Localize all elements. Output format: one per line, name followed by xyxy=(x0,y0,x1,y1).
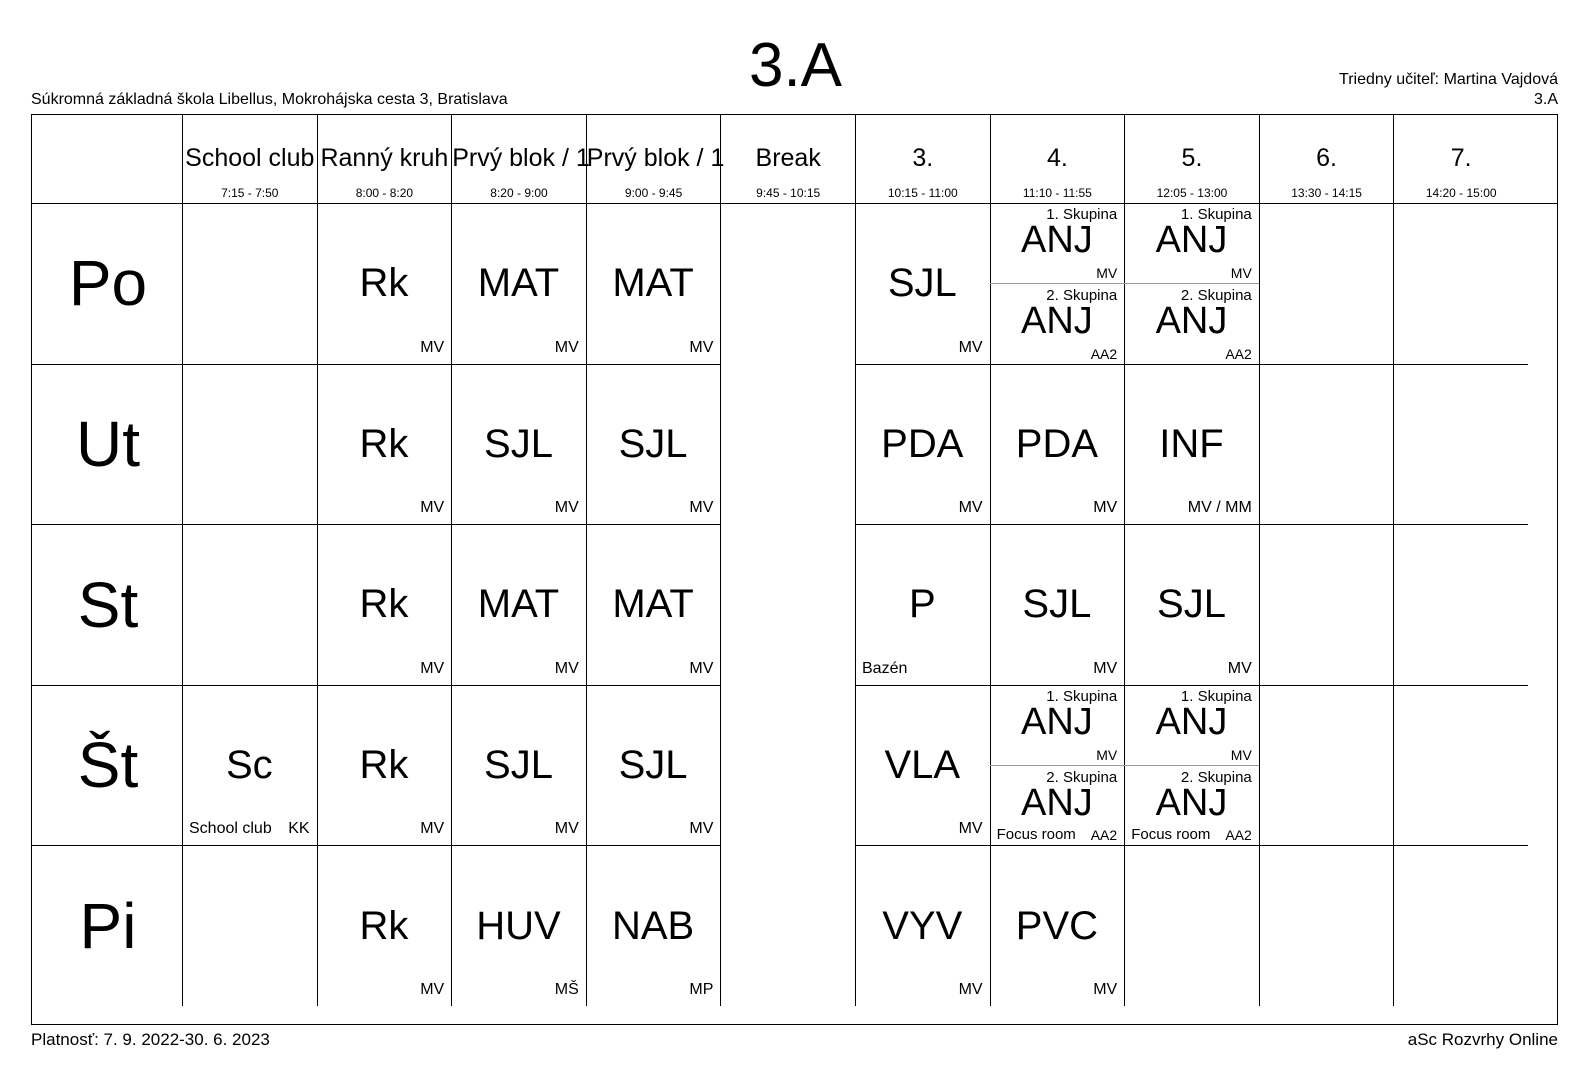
subject-abbr: SJL xyxy=(484,743,553,788)
subject-abbr: PDA xyxy=(1015,421,1099,466)
room-label: Bazén xyxy=(862,659,908,677)
validity-period: Platnosť: 7. 9. 2022-30. 6. 2023 xyxy=(31,1030,270,1049)
subject-abbr: HUV xyxy=(476,903,561,948)
group-lesson[interactable] xyxy=(1124,283,1259,363)
lesson-cell[interactable] xyxy=(1124,524,1259,685)
teacher-abbr: MV xyxy=(1093,499,1118,517)
subject-abbr: Rk xyxy=(359,421,409,466)
lesson-cell[interactable] xyxy=(586,203,721,364)
teacher-abbr: MV xyxy=(420,499,445,517)
teacher-abbr: MV xyxy=(1230,265,1252,282)
lesson-cell[interactable] xyxy=(990,845,1125,1006)
lesson-cell[interactable] xyxy=(855,524,990,685)
group-label: 2. Skupina xyxy=(1046,769,1118,787)
lesson-cell[interactable] xyxy=(1124,685,1259,846)
column-name: Break xyxy=(755,144,821,172)
teacher-abbr: MV xyxy=(554,338,579,356)
group-lesson[interactable] xyxy=(990,203,1125,283)
subject-abbr: Rk xyxy=(359,903,409,948)
lesson-cell[interactable] xyxy=(855,845,990,1006)
column-name: 5. xyxy=(1181,144,1203,172)
column-name: 4. xyxy=(1046,144,1068,172)
lesson-cell[interactable] xyxy=(451,364,586,525)
column-time: 10:15 - 11:00 xyxy=(887,186,958,200)
lesson-cell[interactable] xyxy=(586,524,721,685)
room-label: School club xyxy=(189,820,272,838)
lesson-cell[interactable] xyxy=(451,845,586,1006)
teacher-abbr: MV xyxy=(554,659,579,677)
teacher-abbr: AA2 xyxy=(1225,827,1252,844)
room-label: Focus room xyxy=(996,826,1076,844)
teacher-abbr: MV xyxy=(958,499,983,517)
subject-abbr: INF xyxy=(1159,421,1224,466)
subject-abbr: PDA xyxy=(881,421,964,466)
column-name: Prvý blok / 1 xyxy=(452,144,590,172)
column-divider xyxy=(1259,203,1260,1006)
lesson-cell[interactable] xyxy=(317,524,452,685)
lesson-cell[interactable] xyxy=(586,685,721,846)
column-header xyxy=(317,115,452,207)
column-name: Ranný kruh xyxy=(320,144,449,172)
column-header xyxy=(720,115,855,207)
lesson-cell[interactable] xyxy=(317,685,452,846)
day-label: Ut xyxy=(76,407,140,480)
day-label: Pi xyxy=(79,889,137,962)
group-lesson[interactable] xyxy=(1124,765,1259,845)
teacher-abbr: MV xyxy=(1093,659,1118,677)
lesson-cell[interactable] xyxy=(855,685,990,846)
subject-abbr: MAT xyxy=(612,261,694,306)
column-header xyxy=(451,115,590,207)
teacher-abbr: AA2 xyxy=(1090,827,1118,844)
brand-label: aSc Rozvrhy Online xyxy=(1407,1030,1558,1049)
subject-abbr: P xyxy=(908,582,936,627)
group-lesson[interactable] xyxy=(990,685,1125,765)
subject-abbr: MAT xyxy=(612,582,694,627)
column-time: 9:45 - 10:15 xyxy=(756,186,821,200)
room-label: Focus room xyxy=(1131,826,1211,844)
lesson-cell[interactable] xyxy=(1124,203,1259,364)
column-header xyxy=(855,115,990,207)
teacher-abbr: MV xyxy=(1227,659,1252,677)
subject-abbr: Rk xyxy=(359,582,409,627)
teacher-abbr: MV xyxy=(1230,747,1252,764)
subject-abbr: ANJ xyxy=(1155,700,1228,743)
subject-abbr: SJL xyxy=(887,261,957,306)
teacher-abbr: MV xyxy=(420,338,445,356)
lesson-cell[interactable] xyxy=(451,524,586,685)
class-teacher-info xyxy=(1339,70,1558,110)
subject-abbr: ANJ xyxy=(1020,300,1093,343)
lesson-cell[interactable] xyxy=(317,364,452,525)
teacher-abbr: MV xyxy=(689,338,714,356)
group-label: 2. Skupina xyxy=(1180,769,1252,787)
teacher-abbr: MV xyxy=(689,820,714,838)
subject-abbr: ANJ xyxy=(1020,782,1093,825)
group-lesson[interactable] xyxy=(990,765,1125,845)
teacher-abbr: MV xyxy=(958,338,983,356)
column-time: 7:15 - 7:50 xyxy=(221,186,279,200)
teacher-abbr: MV xyxy=(420,820,445,838)
teacher-abbr: MV xyxy=(420,659,445,677)
teacher-abbr: MV xyxy=(1096,747,1118,764)
column-header xyxy=(1259,115,1394,207)
lesson-cell[interactable] xyxy=(855,203,990,364)
column-time: 8:00 - 8:20 xyxy=(355,186,414,200)
lesson-cell[interactable] xyxy=(317,203,452,364)
column-name: 7. xyxy=(1450,144,1472,172)
class-teacher: Triedny učiteľ: Martina Vajdová xyxy=(1339,71,1558,88)
lesson-cell[interactable] xyxy=(1124,364,1259,525)
school-name: Súkromná základná škola Libellus, Mokrohájska cesta 3, Bratislava xyxy=(31,91,508,108)
lesson-cell[interactable] xyxy=(451,685,586,846)
group-label: 1. Skupina xyxy=(1046,206,1118,223)
lesson-cell[interactable] xyxy=(990,685,1125,846)
day-label: St xyxy=(77,568,139,641)
teacher-abbr: AA2 xyxy=(1090,345,1118,362)
teacher-abbr: MV xyxy=(1093,980,1118,998)
column-header xyxy=(1124,115,1259,207)
teacher-abbr: MŠ xyxy=(554,980,579,998)
column-header xyxy=(182,115,317,207)
lesson-cell[interactable] xyxy=(317,845,452,1006)
subject-abbr: VYV xyxy=(882,903,963,948)
teacher-abbr: AA2 xyxy=(1225,345,1252,362)
column-name: 6. xyxy=(1316,144,1338,172)
group-lesson[interactable] xyxy=(990,283,1125,363)
subject-abbr: SJL xyxy=(1022,582,1092,627)
day-label: Po xyxy=(68,247,148,320)
subject-abbr: ANJ xyxy=(1020,700,1093,743)
column-time: 12:05 - 13:00 xyxy=(1156,186,1228,200)
teacher-abbr: MV xyxy=(1096,265,1118,282)
teacher-abbr: MV xyxy=(554,499,579,517)
subject-abbr: Rk xyxy=(359,261,409,306)
group-lesson[interactable] xyxy=(1124,685,1259,765)
class-label: 3.A xyxy=(1533,91,1558,108)
day-label: Št xyxy=(77,729,139,802)
subject-abbr: SJL xyxy=(484,421,553,466)
lesson-cell[interactable] xyxy=(855,364,990,525)
column-header xyxy=(586,115,725,207)
column-time: 8:20 - 9:00 xyxy=(490,186,548,200)
column-time: 11:10 - 11:55 xyxy=(1022,186,1092,200)
teacher-abbr: MP xyxy=(689,980,714,998)
group-label: 2. Skupina xyxy=(1046,287,1118,305)
timetable-grid xyxy=(31,114,1558,1025)
teacher-abbr: MV xyxy=(554,820,579,838)
column-divider xyxy=(1393,203,1394,1006)
subject-abbr: PVC xyxy=(1015,903,1099,948)
teacher-abbr: KK xyxy=(288,820,310,838)
lesson-cell[interactable] xyxy=(586,845,721,1006)
group-label: 2. Skupina xyxy=(1180,287,1252,305)
subject-abbr: NAB xyxy=(611,903,695,948)
teacher-abbr: MV xyxy=(689,499,714,517)
lesson-cell[interactable] xyxy=(990,203,1125,364)
lesson-cell[interactable] xyxy=(990,364,1125,525)
column-name: Prvý blok / 1 xyxy=(586,144,725,172)
subject-abbr: SJL xyxy=(1157,582,1226,627)
lesson-cell[interactable] xyxy=(990,524,1125,685)
column-header xyxy=(990,115,1125,207)
teacher-abbr: MV xyxy=(958,820,983,838)
subject-abbr: ANJ xyxy=(1020,219,1093,261)
subject-abbr: Rk xyxy=(359,743,409,788)
lesson-cell[interactable] xyxy=(451,203,586,364)
lesson-cell[interactable] xyxy=(586,364,721,525)
subject-abbr: MAT xyxy=(477,261,560,306)
page-title: 3.A xyxy=(748,31,843,100)
subject-abbr: MAT xyxy=(477,582,560,627)
column-time: 9:00 - 9:45 xyxy=(624,186,683,200)
subject-abbr: ANJ xyxy=(1155,219,1228,261)
lesson-cell[interactable] xyxy=(182,685,317,846)
column-time: 14:20 - 15:00 xyxy=(1425,186,1497,200)
teacher-abbr: MV xyxy=(958,980,983,998)
teacher-abbr: MV xyxy=(420,980,445,998)
column-name: 3. xyxy=(912,144,934,172)
column-divider xyxy=(720,203,721,1006)
column-time: 13:30 - 14:15 xyxy=(1291,186,1362,200)
subject-abbr: SJL xyxy=(618,421,688,466)
group-lesson[interactable] xyxy=(1124,203,1259,283)
group-label: 1. Skupina xyxy=(1046,687,1118,705)
subject-abbr: VLA xyxy=(884,743,961,788)
subject-abbr: ANJ xyxy=(1155,782,1228,825)
teacher-abbr: MV / MM xyxy=(1187,499,1252,517)
teacher-abbr: MV xyxy=(689,659,714,677)
column-header xyxy=(1393,115,1528,207)
column-name: School club xyxy=(185,144,315,172)
group-label: 1. Skupina xyxy=(1180,206,1252,223)
subject-abbr: Sc xyxy=(225,743,273,788)
subject-abbr: SJL xyxy=(618,743,688,788)
group-label: 1. Skupina xyxy=(1180,687,1252,705)
subject-abbr: ANJ xyxy=(1155,300,1228,343)
